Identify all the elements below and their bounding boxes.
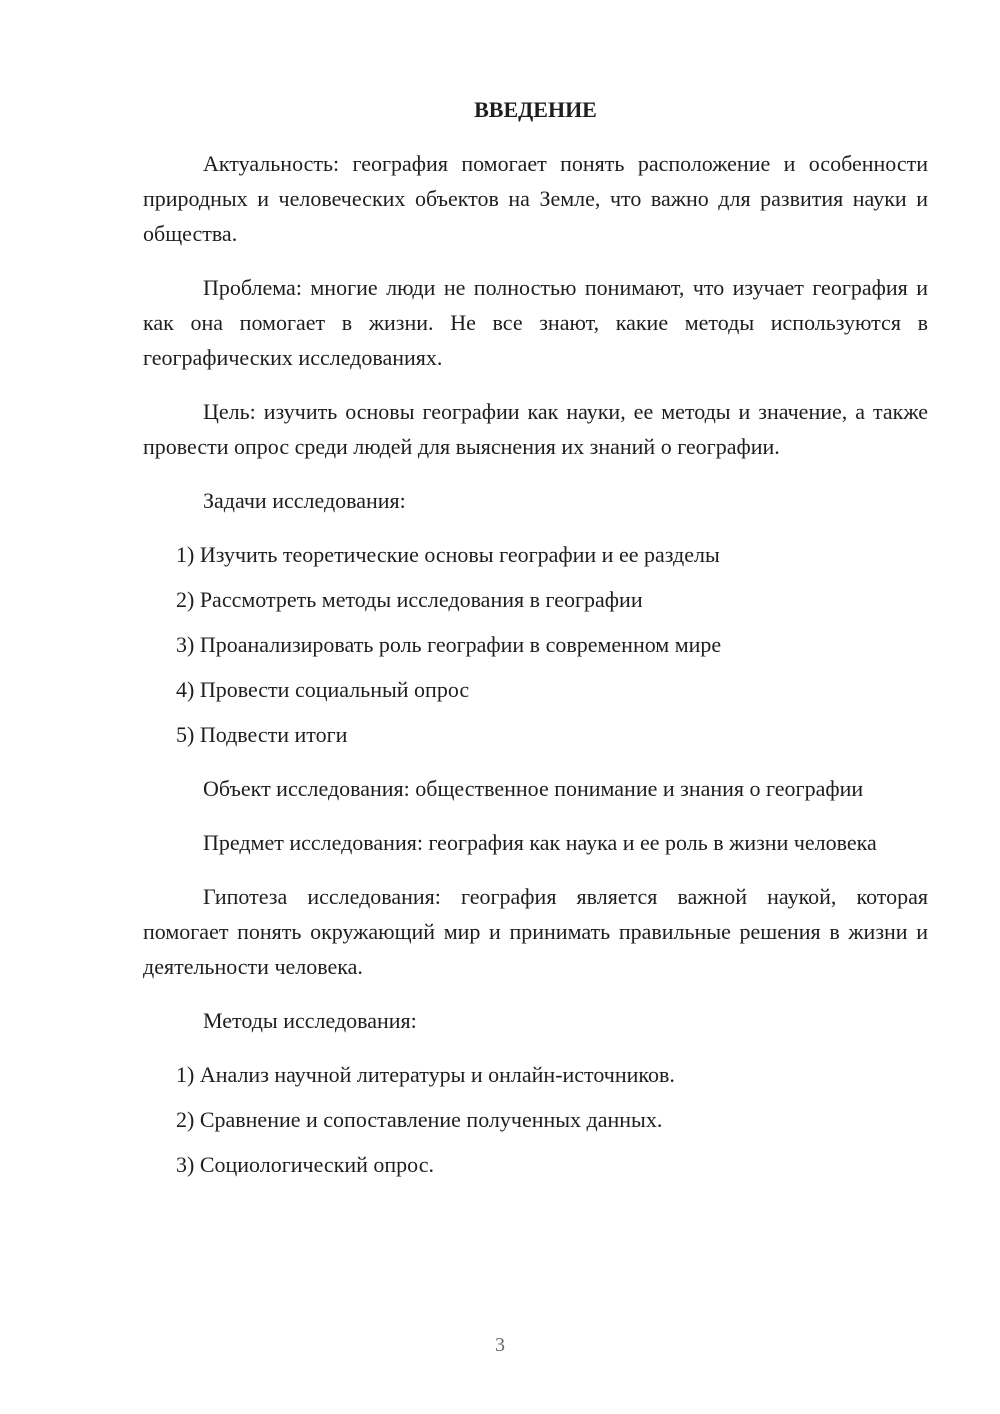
task-item-3: 3) Проанализировать роль географии в современном мире (176, 632, 722, 657)
task-item-5: 5) Подвести итоги (176, 722, 348, 747)
method-item-1: 1) Анализ научной литературы и онлайн-источников. (176, 1062, 675, 1087)
object-paragraph: Объект исследования: общественное понимание и знания о географии (203, 776, 864, 801)
method-item-3: 3) Социологический опрос. (176, 1152, 434, 1177)
relevance-paragraph: Актуальность: география помогает понять расположение и особенности природных и человеческих объектов на Земле, что важно для развития науки и общества. (143, 151, 928, 246)
goal-paragraph: Цель: изучить основы географии как науки, ее методы и значение, а также провести опрос среди людей для выяснения их знаний о географии. (143, 399, 928, 459)
subject-paragraph: Предмет исследования: география как наука и ее роль в жизни человека (203, 830, 877, 855)
list-spacer (143, 762, 928, 771)
task-item-4: 4) Провести социальный опрос (176, 677, 470, 702)
task-item-1: 1) Изучить теоретические основы географии и ее разделы (176, 542, 720, 567)
task-item-2: 2) Рассмотреть методы исследования в географии (176, 587, 643, 612)
hypothesis-paragraph: Гипотеза исследования: география является важной наукой, которая помогает понять окружающий мир и принимать правильные решения в жизни и деятельности человека. (143, 884, 928, 979)
methods-heading: Методы исследования: (203, 1008, 417, 1033)
page-content (143, 92, 928, 1192)
tasks-heading: Задачи исследования: (203, 488, 406, 513)
method-item-2: 2) Сравнение и сопоставление полученных данных. (176, 1107, 663, 1132)
page-number: 3 (495, 1334, 505, 1356)
problem-paragraph: Проблема: многие люди не полностью понимают, что изучает география и как она помогает в жизни. Не все знают, какие методы используются в географических исследованиях. (143, 275, 928, 370)
page-title: ВВЕДЕНИЕ (474, 97, 597, 122)
